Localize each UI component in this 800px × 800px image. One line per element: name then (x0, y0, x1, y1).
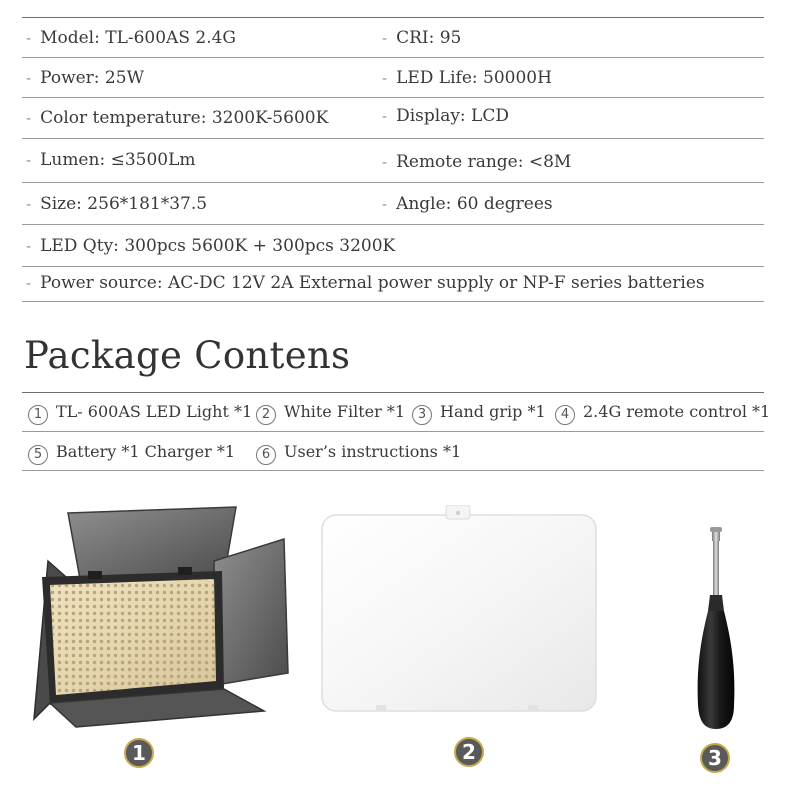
bullet-dash: - (382, 29, 388, 47)
bullet-dash: - (382, 153, 388, 171)
bullet-dash: - (26, 109, 32, 127)
bullet-dash: - (26, 69, 32, 87)
number-badge: 4 (555, 405, 575, 425)
spec-row (22, 225, 764, 267)
spec-row (22, 139, 764, 183)
spec-row (22, 98, 764, 139)
bullet-dash: - (382, 107, 388, 125)
white-filter-icon (318, 505, 600, 764)
number-badge: 3 (412, 405, 432, 425)
spec-row (22, 183, 764, 225)
spec-row (22, 17, 764, 58)
bullet-dash: - (26, 195, 32, 213)
spec-color-temperature: Color temperature: 3200K-5600K (40, 108, 329, 128)
package-item: 3 Hand grip *1 (412, 402, 546, 425)
spec-row (22, 58, 764, 98)
bullet-dash: - (382, 195, 388, 213)
spec-model: Model: TL-600AS 2.4G (40, 28, 236, 48)
number-badge: 1 (28, 405, 48, 425)
led-panel-light-icon (28, 505, 290, 765)
spec-led-life: LED Life: 50000H (396, 68, 552, 88)
spec-angle: Angle: 60 degrees (396, 194, 553, 214)
bullet-dash: - (26, 151, 32, 169)
bullet-dash: - (26, 29, 32, 47)
package-item: 1 TL- 600AS LED Light *1 (28, 402, 252, 425)
bullet-dash: - (382, 69, 388, 87)
spec-table (22, 17, 764, 302)
bullet-dash: - (26, 237, 32, 255)
spec-lumen: Lumen: ≤3500Lm (40, 150, 196, 170)
package-title: Package Contens (24, 334, 351, 377)
spec-row (22, 267, 764, 302)
package-item: 4 2.4G remote control *1 (555, 402, 770, 425)
bullet-dash: - (26, 274, 32, 292)
package-item: 2 White Filter *1 (256, 402, 405, 425)
package-row (22, 432, 764, 471)
number-badge: 5 (28, 445, 48, 465)
spec-power: Power: 25W (40, 68, 145, 88)
product-badge-1: 1 (124, 738, 154, 768)
product-badge-2: 2 (454, 737, 484, 767)
package-item: 5 Battery *1 Charger *1 (28, 442, 235, 465)
number-badge: 6 (256, 445, 276, 465)
hand-grip-icon (684, 525, 748, 770)
package-row (22, 392, 771, 432)
spec-cri: CRI: 95 (396, 28, 462, 48)
spec-power-source: Power source: AC-DC 12V 2A External power supply or NP-F series batteries (40, 273, 705, 293)
product-badge-3: 3 (700, 743, 730, 773)
number-badge: 2 (256, 405, 276, 425)
spec-display: Display: LCD (396, 106, 509, 126)
package-item: 6 User’s instructions *1 (256, 442, 461, 465)
spec-led-qty: LED Qty: 300pcs 5600K + 300pcs 3200K (40, 236, 396, 256)
spec-size: Size: 256*181*37.5 (40, 194, 208, 214)
package-table (22, 392, 771, 471)
spec-remote-range: Remote range: <8M (396, 152, 572, 172)
